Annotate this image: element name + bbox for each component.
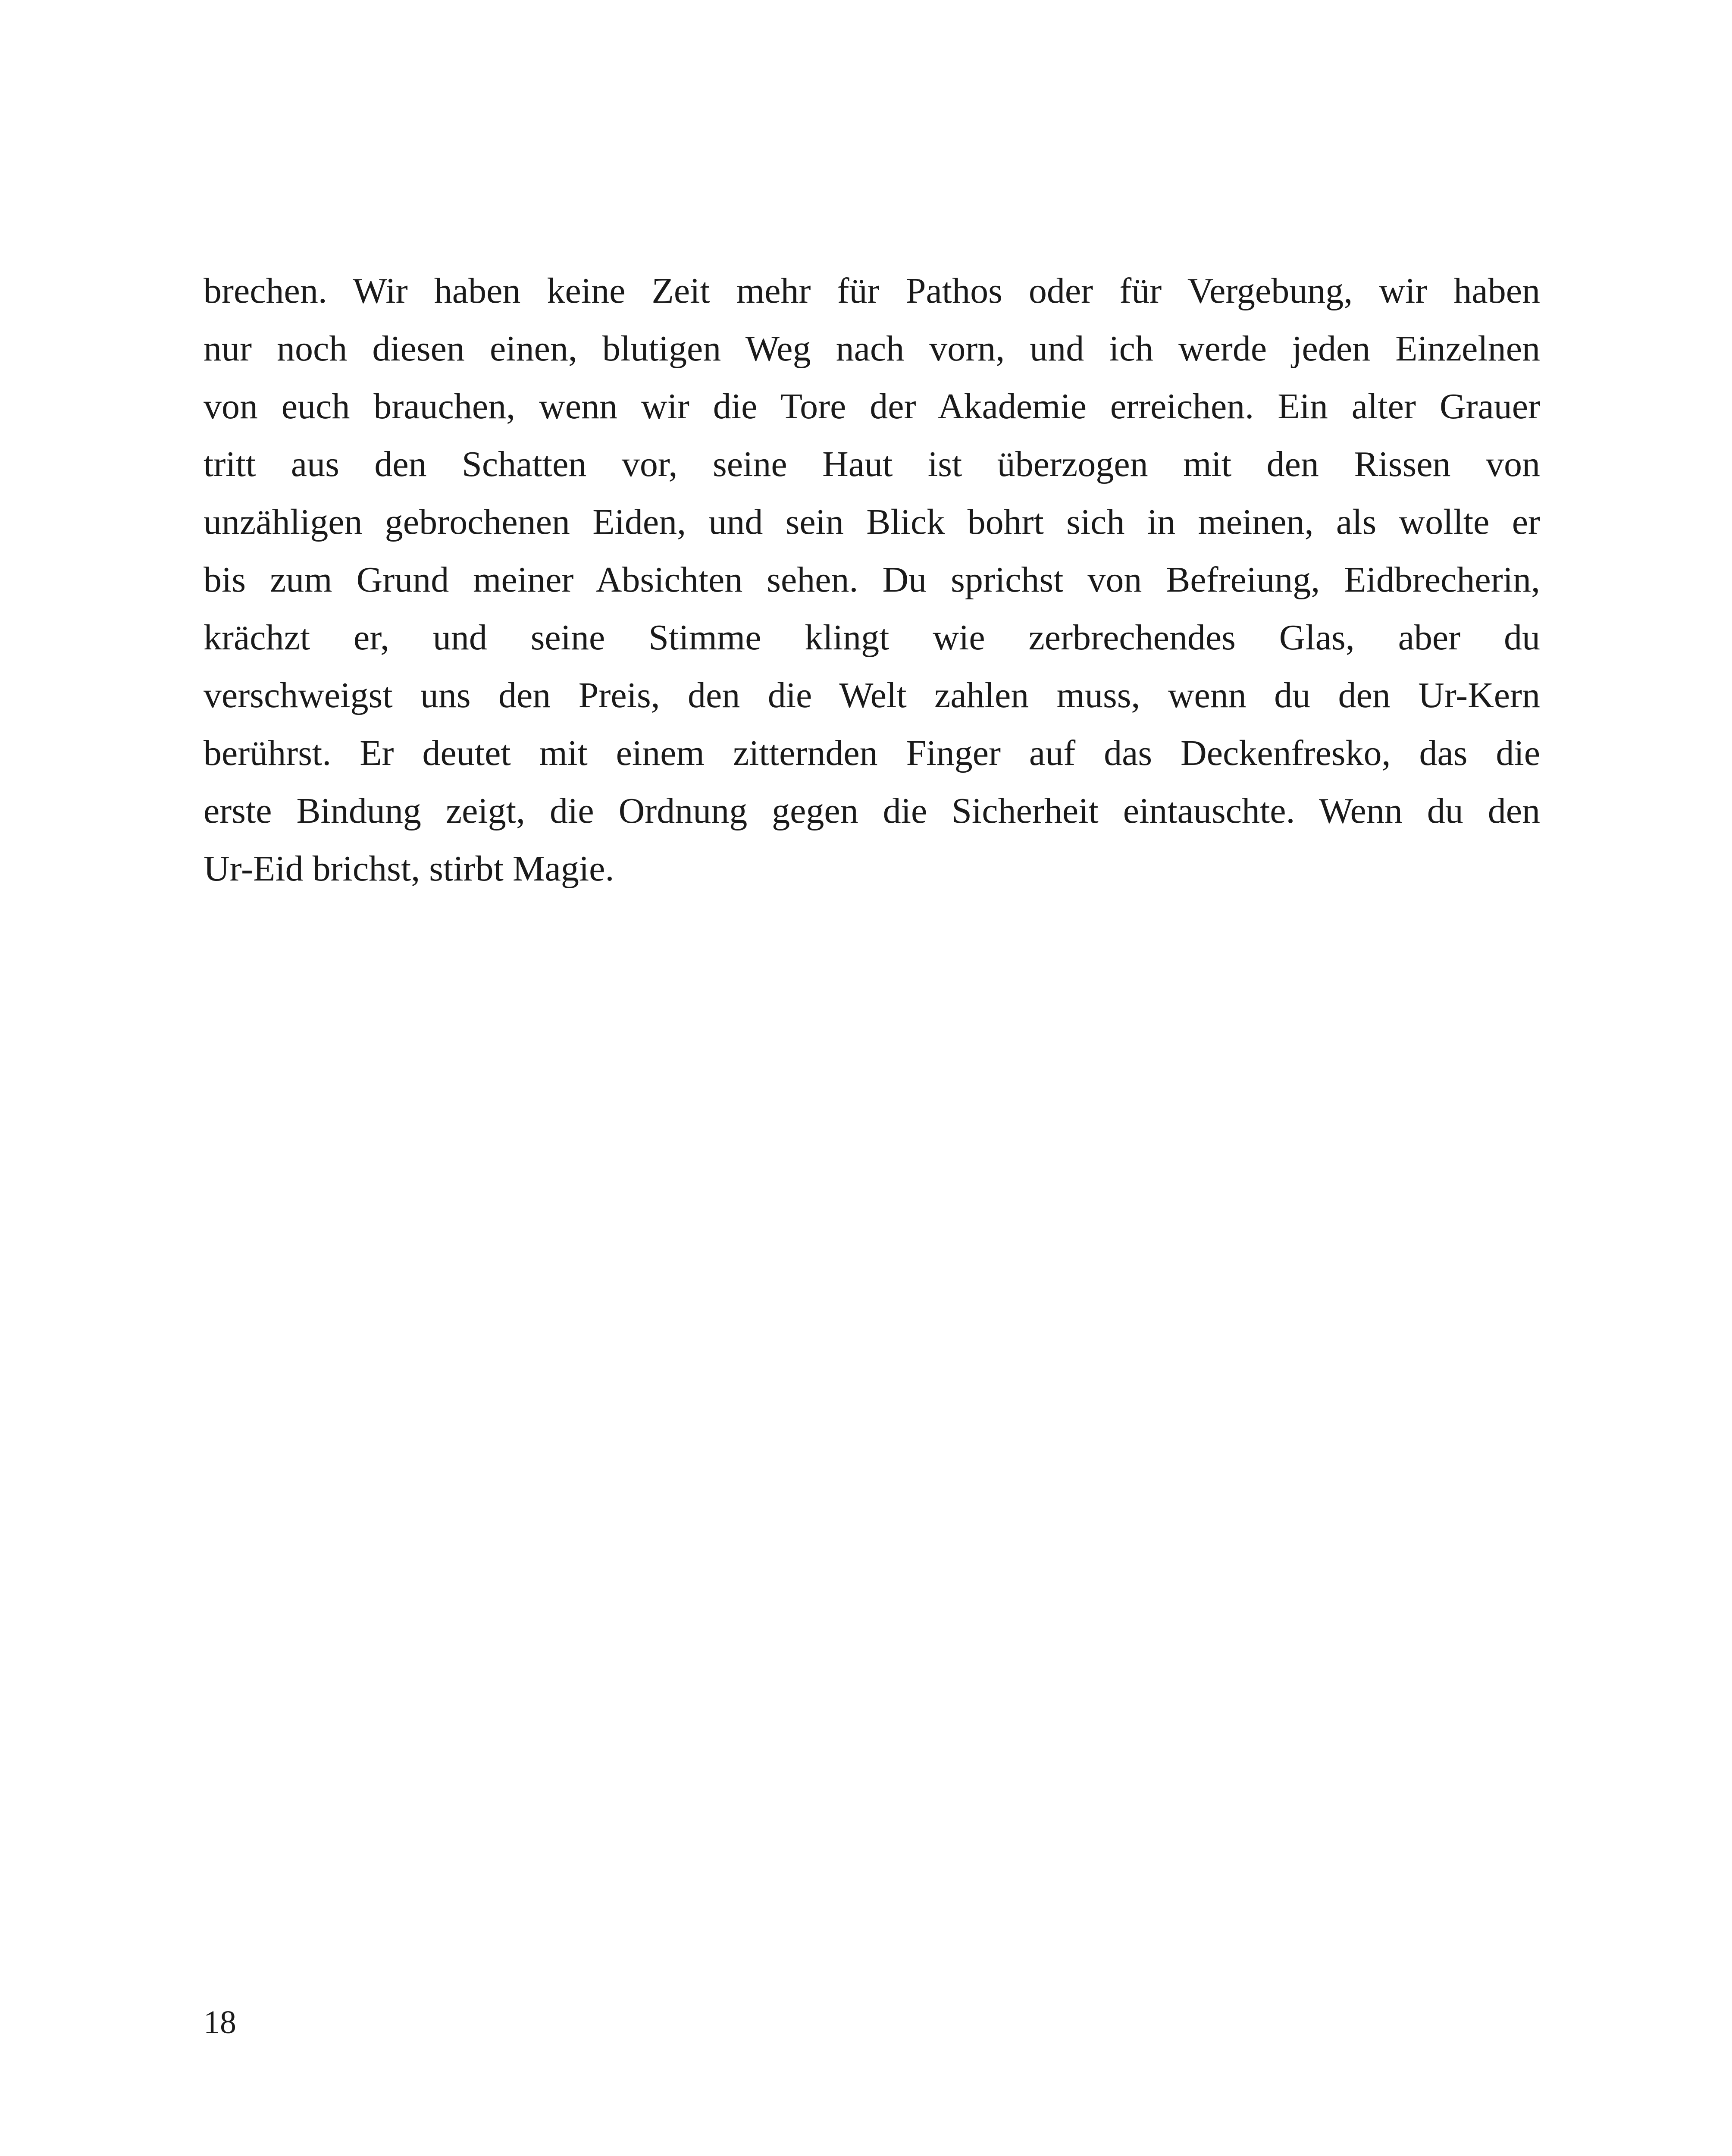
text-line: erste Bindung zeigt, die Ordnung gegen die Sicherheit eintauschte. Wenn du den [204, 791, 1540, 831]
text-line: bis zum Grund meiner Absichten sehen. Du sprichst von Befreiung, Eidbrecherin, [204, 560, 1540, 600]
text-line: von euch brauchen, wenn wir die Tore der Akademie erreichen. Ein alter Grauer [204, 386, 1540, 426]
text-line: unzähligen gebrochenen Eiden, und sein Blick bohrt sich in meinen, als wollte er [204, 502, 1540, 542]
text-line: berührst. Er deutet mit einem zitternden Finger auf das Deckenfresko, das die [204, 733, 1540, 773]
text-line: nur noch diesen einen, blutigen Weg nach vorn, und ich werde jeden Einzelnen [204, 329, 1540, 369]
text-line: tritt aus den Schatten vor, seine Haut ist überzogen mit den Rissen von [204, 444, 1540, 484]
text-line: Ur-Eid brichst, stirbt Magie. [204, 849, 614, 889]
text-line: brechen. Wir haben keine Zeit mehr für Pathos oder für Vergebung, wir haben [204, 271, 1540, 311]
text-line: verschweigst uns den Preis, den die Welt zahlen muss, wenn du den Ur-Kern [204, 675, 1540, 715]
text-line: krächzt er, und seine Stimme klingt wie zerbrechendes Glas, aber du [204, 617, 1540, 658]
body-paragraph [204, 262, 1540, 898]
page-number: 18 [204, 2004, 236, 2040]
